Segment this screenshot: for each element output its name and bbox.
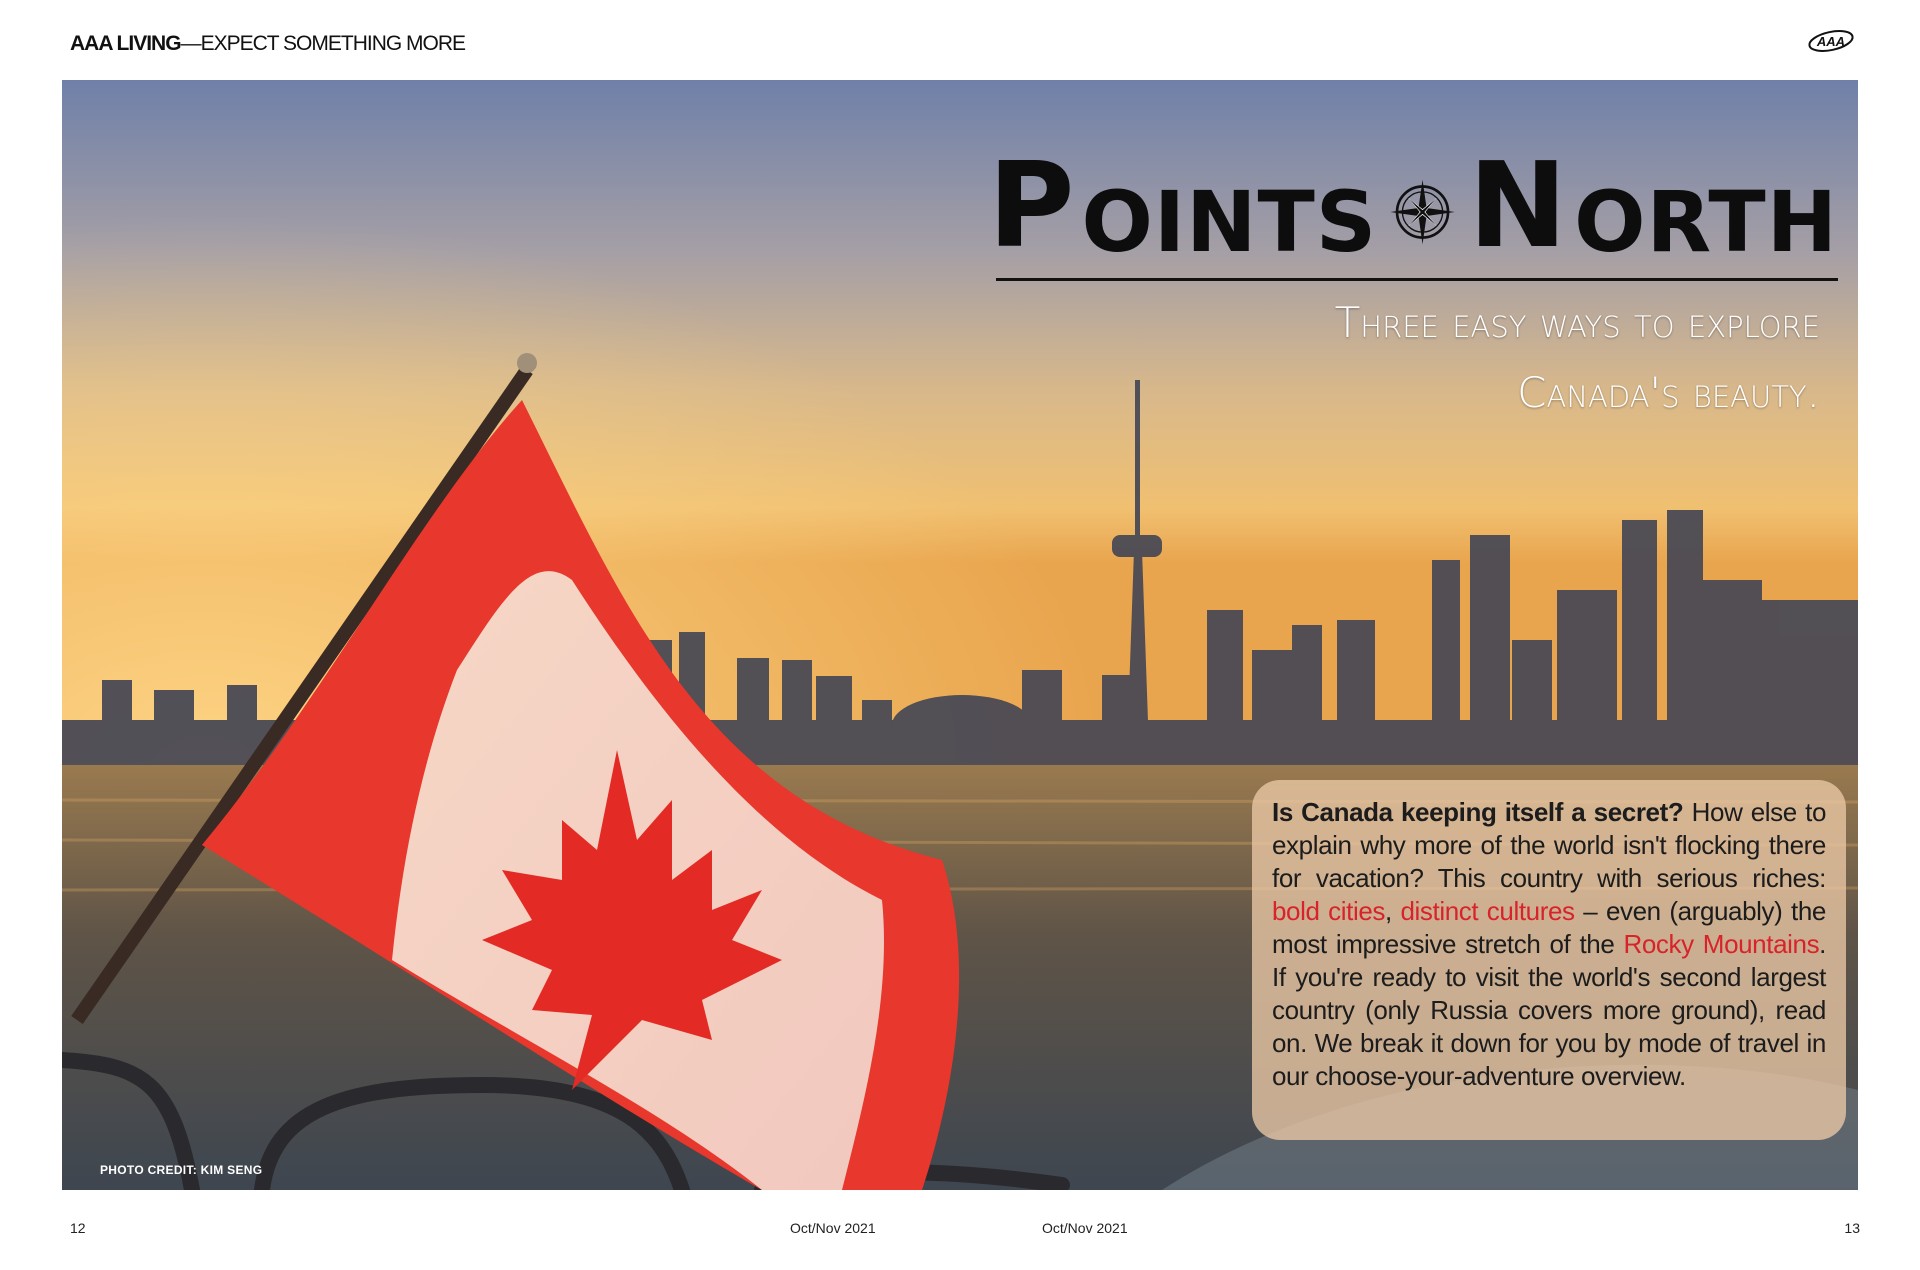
intro-sep-1: , — [1385, 896, 1401, 926]
compass-rose-icon — [1389, 166, 1456, 258]
link-bold-cities[interactable]: bold cities — [1272, 896, 1386, 926]
link-rocky-mountains[interactable]: Rocky Mountains — [1623, 929, 1820, 959]
title-word1-rest: OINTS — [1081, 173, 1378, 271]
issue-date-left: Oct/Nov 2021 — [790, 1220, 876, 1236]
svg-text:AAA: AAA — [1816, 34, 1846, 49]
title-text — [988, 136, 1838, 274]
intro-text-2: – even (arguably) the most impressive stretch of the — [1272, 896, 1826, 959]
issue-date-right: Oct/Nov 2021 — [1042, 1220, 1128, 1236]
subtitle-line-1: Three easy ways to explore — [1334, 298, 1820, 347]
subtitle-line-2: Canada's beauty. — [1517, 368, 1820, 417]
article-title — [988, 136, 1838, 281]
section-name: AAA LIVING — [70, 32, 181, 55]
title-underline — [996, 278, 1838, 281]
hero-photo-spread — [62, 80, 1858, 1190]
intro-paragraph — [1252, 780, 1846, 1140]
header-tagline: EXPECT SOMETHING MORE — [200, 32, 466, 55]
article-subtitle — [1335, 288, 1820, 428]
page-number-right: 13 — [1844, 1220, 1860, 1236]
running-header — [70, 32, 465, 56]
aaa-logo-icon — [1806, 26, 1856, 56]
title-word2-rest: ORTH — [1574, 173, 1838, 271]
intro-lead: Is Canada keeping itself a secret? — [1272, 797, 1684, 827]
intro-text-3: . If you're ready to visit the world's second largest country (only Russia covers more ground), read on. We break it down for you by mode of travel in our choose-your-adventure overview. — [1272, 929, 1826, 1091]
title-word1-initial: P — [988, 136, 1076, 274]
link-distinct-cultures[interactable]: distinct cultures — [1400, 896, 1575, 926]
title-word2-initial: N — [1468, 136, 1569, 274]
photo-credit: PHOTO CREDIT: KIM SENG — [100, 1163, 263, 1177]
page-number-left: 12 — [70, 1220, 86, 1236]
intro-text-1: How else to explain why more of the world isn't flocking there for vacation? This country with serious riches: — [1272, 797, 1827, 893]
header-separator: — — [180, 32, 201, 55]
